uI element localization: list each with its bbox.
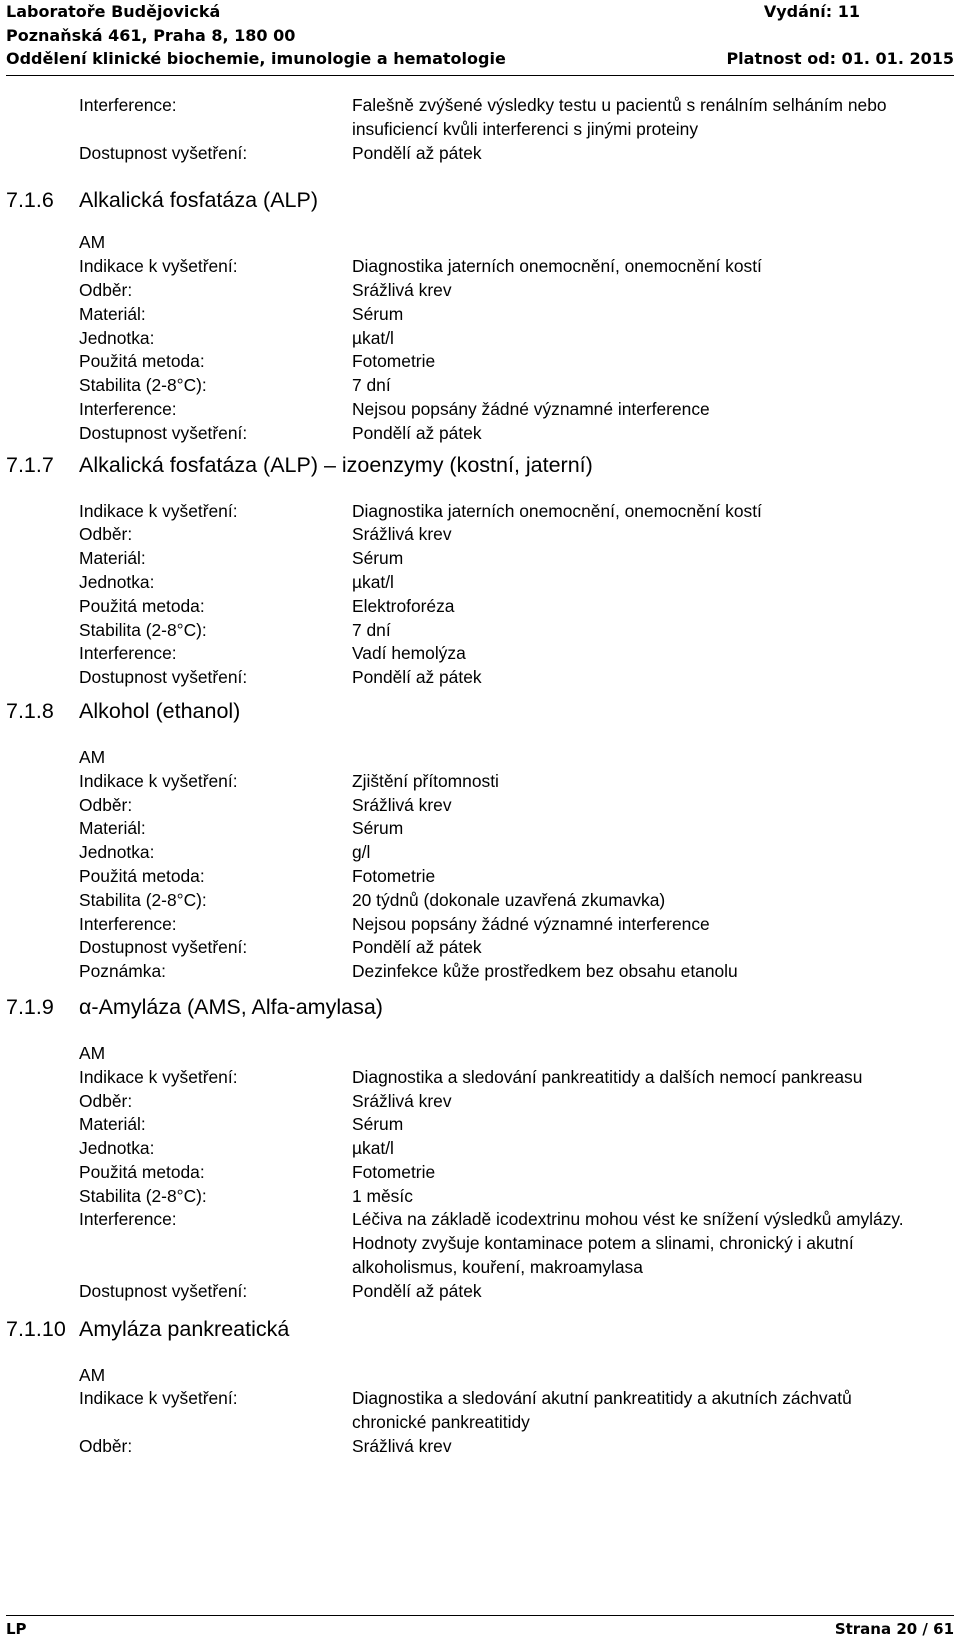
field-label: Dostupnost vyšetření: — [79, 937, 248, 958]
field-row — [6, 279, 956, 303]
field-value: Dezinfekce kůže prostředkem bez obsahu etanolu — [352, 961, 738, 982]
field-label: Odběr: — [79, 1436, 133, 1457]
department-code: AM — [79, 746, 106, 767]
field-row — [6, 1066, 956, 1090]
field-value: Pondělí až pátek — [352, 937, 482, 958]
field-row — [6, 666, 956, 690]
field-row — [6, 1185, 956, 1209]
field-row — [6, 865, 956, 889]
edition: Vydání: 11 — [763, 2, 860, 21]
field-row — [6, 1161, 956, 1185]
field-label: Odběr: — [79, 279, 133, 300]
field-label: Materiál: — [79, 303, 146, 324]
field-label: Stabilita (2-8°C): — [79, 889, 207, 910]
field-row — [6, 794, 956, 818]
field-value: Sérum — [352, 818, 404, 839]
org-name: Laboratoře Budějovická — [6, 2, 221, 21]
field-label: Indikace k vyšetření: — [79, 770, 238, 791]
field-value: Diagnostika a sledování pankreatitidy a dalších nemocí pankreasu — [352, 1066, 863, 1087]
field-row — [6, 1208, 956, 1279]
section-heading — [6, 187, 956, 213]
field-row — [6, 841, 956, 865]
field-row — [6, 595, 956, 619]
field-label: Interference: — [79, 398, 177, 419]
page-header — [6, 0, 954, 74]
field-value: Sérum — [352, 1114, 404, 1135]
field-label: Použitá metoda: — [79, 351, 205, 372]
field-value: 7 dní — [352, 619, 391, 640]
field-label: Jednotka: — [79, 327, 155, 348]
field-label: Materiál: — [79, 548, 146, 569]
field-value: Fotometrie — [352, 865, 436, 886]
page-number: Strana 20 / 61 — [834, 1620, 954, 1638]
org-address: Poznaňská 461, Praha 8, 180 00 — [6, 26, 296, 45]
document-body — [6, 94, 956, 1459]
footer-left: LP — [6, 1620, 27, 1638]
field-row — [6, 770, 956, 794]
field-row — [6, 1435, 956, 1459]
validity: Platnost od: 01. 01. 2015 — [726, 49, 954, 68]
field-label: Jednotka: — [79, 842, 155, 863]
field-label: Jednotka: — [79, 571, 155, 592]
field-row — [6, 547, 956, 571]
field-label: Poznámka: — [79, 961, 166, 982]
field-label: Dostupnost vyšetření: — [79, 422, 248, 443]
section-heading — [6, 994, 956, 1020]
field-value: Pondělí až pátek — [352, 422, 482, 443]
field-label: Dostupnost vyšetření: — [79, 667, 248, 688]
field-label: Stabilita (2-8°C): — [79, 375, 207, 396]
field-value: Nejsou popsány žádné významné interference — [352, 398, 710, 419]
section-number: 7.1.6 — [6, 188, 54, 213]
field-row — [6, 936, 956, 960]
section-number: 7.1.8 — [6, 698, 54, 723]
field-row — [6, 889, 956, 913]
field-value: g/l — [352, 842, 371, 863]
field-label: Interference: — [79, 95, 177, 115]
field-row — [6, 1387, 956, 1435]
section-number: 7.1.9 — [6, 994, 54, 1019]
field-label: Použitá metoda: — [79, 595, 205, 616]
field-value: Sérum — [352, 548, 404, 569]
field-row — [6, 374, 956, 398]
field-label: Dostupnost vyšetření: — [79, 1280, 248, 1301]
field-row — [6, 523, 956, 547]
field-label: Stabilita (2-8°C): — [79, 1185, 207, 1206]
field-value: Léčiva na základě icodextrinu mohou vést ke snížení výsledků amylázy. Hodnoty zvyšuje kontaminace potem a slinami, chronický i akutní alkoholismus, kouření, makroamylasa — [352, 1209, 904, 1278]
field-label: Odběr: — [79, 524, 133, 545]
field-value: µkat/l — [352, 327, 394, 348]
field-row — [6, 1113, 956, 1137]
header-divider — [6, 75, 954, 76]
field-label: Stabilita (2-8°C): — [79, 619, 207, 640]
field-value: Srážlivá krev — [352, 794, 452, 815]
field-row — [6, 960, 956, 984]
field-row — [6, 1137, 956, 1161]
section-heading — [6, 452, 956, 478]
section-title: α-Amyláza (AMS, Alfa-amylasa) — [79, 994, 383, 1019]
field-value: Srážlivá krev — [352, 524, 452, 545]
field-label: Interference: — [79, 643, 177, 664]
field-row — [6, 619, 956, 643]
field-value: 1 měsíc — [352, 1185, 413, 1206]
field-row — [6, 500, 956, 524]
field-row — [6, 1090, 956, 1114]
field-label: Jednotka: — [79, 1138, 155, 1159]
department-code: AM — [79, 232, 106, 253]
field-value: Elektroforéza — [352, 595, 455, 616]
field-value: Diagnostika jaterních onemocnění, onemocnění kostí — [352, 256, 762, 277]
field-row — [6, 1280, 956, 1304]
department-code: AM — [79, 1042, 106, 1063]
field-label: Indikace k vyšetření: — [79, 256, 238, 277]
section-title: Amyláza pankreatická — [79, 1316, 290, 1341]
field-label: Použitá metoda: — [79, 865, 205, 886]
footer-divider — [6, 1615, 954, 1616]
field-value: Fotometrie — [352, 351, 436, 372]
field-row — [6, 571, 956, 595]
field-value: Srážlivá krev — [352, 1436, 452, 1457]
field-row — [6, 142, 956, 166]
field-value: Pondělí až pátek — [352, 1280, 482, 1301]
field-row — [6, 642, 956, 666]
field-value: Vadí hemolýza — [352, 643, 466, 664]
field-label: Použitá metoda: — [79, 1161, 205, 1182]
field-value: µkat/l — [352, 571, 394, 592]
field-value: 20 týdnů (dokonale uzavřená zkumavka) — [352, 889, 666, 910]
section-title: Alkohol (ethanol) — [79, 698, 241, 723]
field-label: Interference: — [79, 913, 177, 934]
section-title: Alkalická fosfatáza (ALP) – izoenzymy (kostní, jaterní) — [79, 452, 593, 477]
field-label: Indikace k vyšetření: — [79, 500, 238, 521]
section-number: 7.1.10 — [6, 1316, 66, 1341]
field-row — [6, 350, 956, 374]
field-label: Odběr: — [79, 1090, 133, 1111]
field-label: Interference: — [79, 1209, 177, 1230]
section-title: Alkalická fosfatáza (ALP) — [79, 188, 318, 213]
field-row — [6, 327, 956, 351]
field-label: Materiál: — [79, 818, 146, 839]
field-value: Srážlivá krev — [352, 279, 452, 300]
field-row — [6, 398, 956, 422]
department: Oddělení klinické biochemie, imunologie a hematologie — [6, 49, 506, 68]
field-value: µkat/l — [352, 1138, 394, 1159]
field-value: Zjištění přítomnosti — [352, 770, 499, 791]
field-value: Nejsou popsány žádné významné interference — [352, 913, 710, 934]
field-value: Sérum — [352, 303, 404, 324]
section-number: 7.1.7 — [6, 452, 54, 477]
department-code: AM — [79, 1364, 106, 1385]
field-value: Diagnostika a sledování akutní pankreatitidy a akutních záchvatů chronické pankreatitidy — [352, 1388, 852, 1433]
field-row — [6, 422, 956, 446]
field-value: Falešně zvýšené výsledky testu u pacientů s renálním selháním nebo insuficiencí kvůli interferenci s jinými proteiny — [352, 95, 887, 139]
section-heading — [6, 698, 956, 724]
field-value: Pondělí až pátek — [352, 142, 482, 163]
field-row — [6, 94, 956, 142]
field-label: Materiál: — [79, 1114, 146, 1135]
field-value: 7 dní — [352, 375, 391, 396]
field-value: Srážlivá krev — [352, 1090, 452, 1111]
field-row — [6, 817, 956, 841]
section-heading — [6, 1316, 956, 1342]
field-value: Pondělí až pátek — [352, 667, 482, 688]
field-row — [6, 913, 956, 937]
field-value: Fotometrie — [352, 1161, 436, 1182]
field-label: Dostupnost vyšetření: — [79, 142, 248, 163]
field-label: Odběr: — [79, 794, 133, 815]
field-row — [6, 303, 956, 327]
field-label: Indikace k vyšetření: — [79, 1388, 238, 1409]
field-label: Indikace k vyšetření: — [79, 1066, 238, 1087]
field-row — [6, 255, 956, 279]
field-value: Diagnostika jaterních onemocnění, onemocnění kostí — [352, 500, 762, 521]
